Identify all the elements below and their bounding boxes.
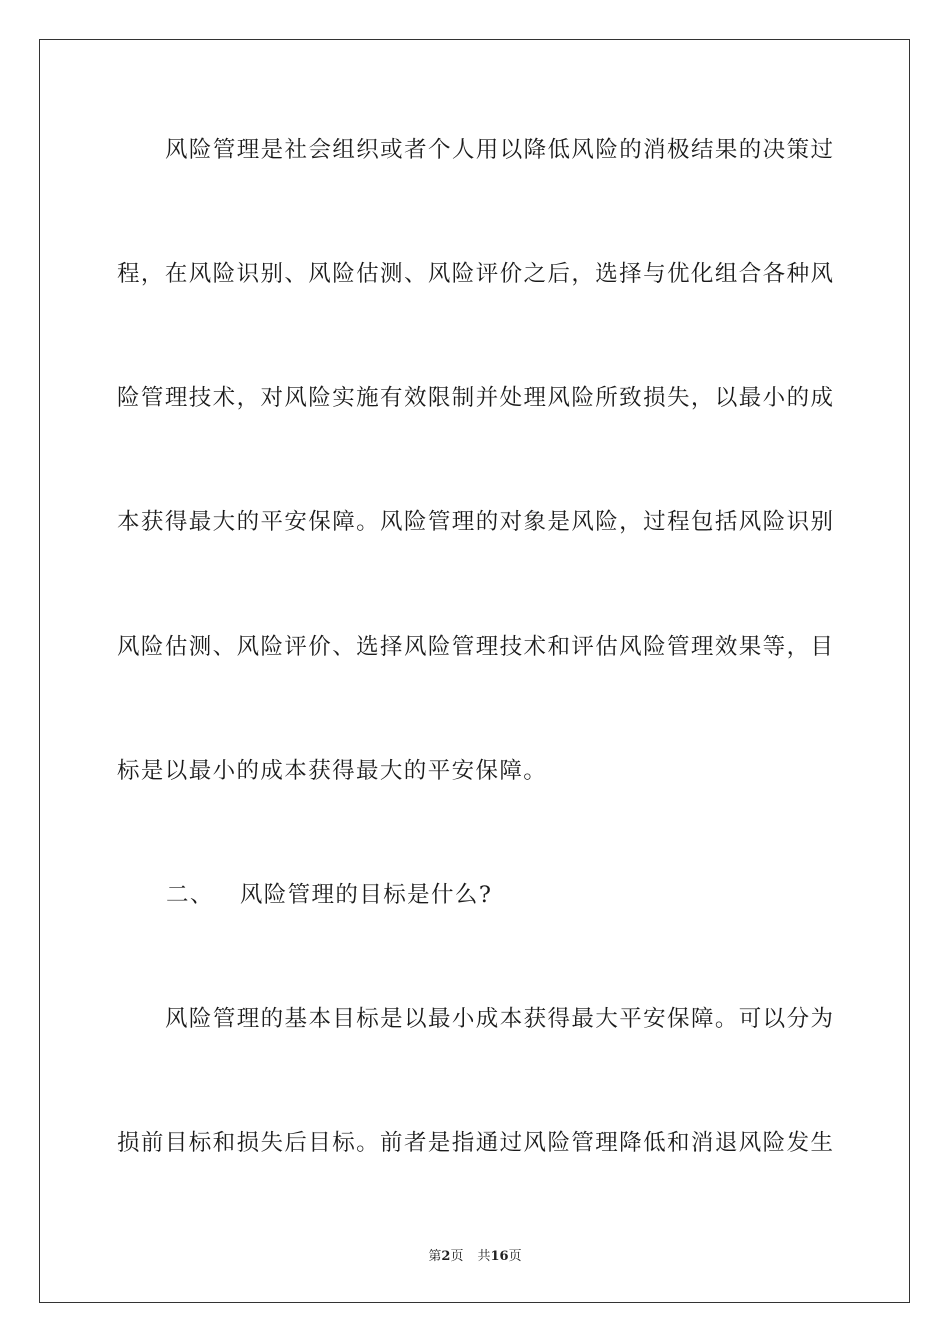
section-heading (166, 880, 492, 910)
section-heading-number: 二、 (166, 882, 214, 908)
paragraph-line-5: 风险估测、风险评价、选择风险管理技术和评估风险管理效果等，目 (117, 634, 833, 660)
paragraph-line-6: 标是以最小的成本获得最大的平安保障。 (117, 758, 548, 784)
paragraph-line-4: 本获得最大的平安保障。风险管理的对象是风险，过程包括风险识别 (117, 509, 833, 535)
total-suffix: 页 (508, 1249, 522, 1264)
total-prefix: 共 (477, 1249, 491, 1264)
paragraph2-line-2: 损前目标和损失后目标。前者是指通过风险管理降低和消退风险发生 (117, 1130, 833, 1156)
paragraph-line-3: 险管理技术，对风险实施有效限制并处理风险所致损失，以最小的成 (117, 385, 833, 411)
paragraph2-line-1: 风险管理的基本目标是以最小成本获得最大平安保障。可以分为 (165, 1006, 833, 1032)
paragraph-line-1: 风险管理是社会组织或者个人用以降低风险的消极结果的决策过 (165, 137, 833, 163)
page-prefix: 第 (428, 1249, 442, 1264)
page-suffix: 页 (450, 1249, 464, 1264)
page-footer (0, 1248, 950, 1266)
page-number: 2 (441, 1249, 451, 1264)
total-pages: 16 (490, 1249, 509, 1264)
section-heading-text: 风险管理的目标是什么? (239, 882, 493, 908)
page-border (39, 39, 910, 1303)
paragraph-line-2: 程，在风险识别、风险估测、风险评价之后，选择与优化组合各种风 (117, 261, 833, 287)
